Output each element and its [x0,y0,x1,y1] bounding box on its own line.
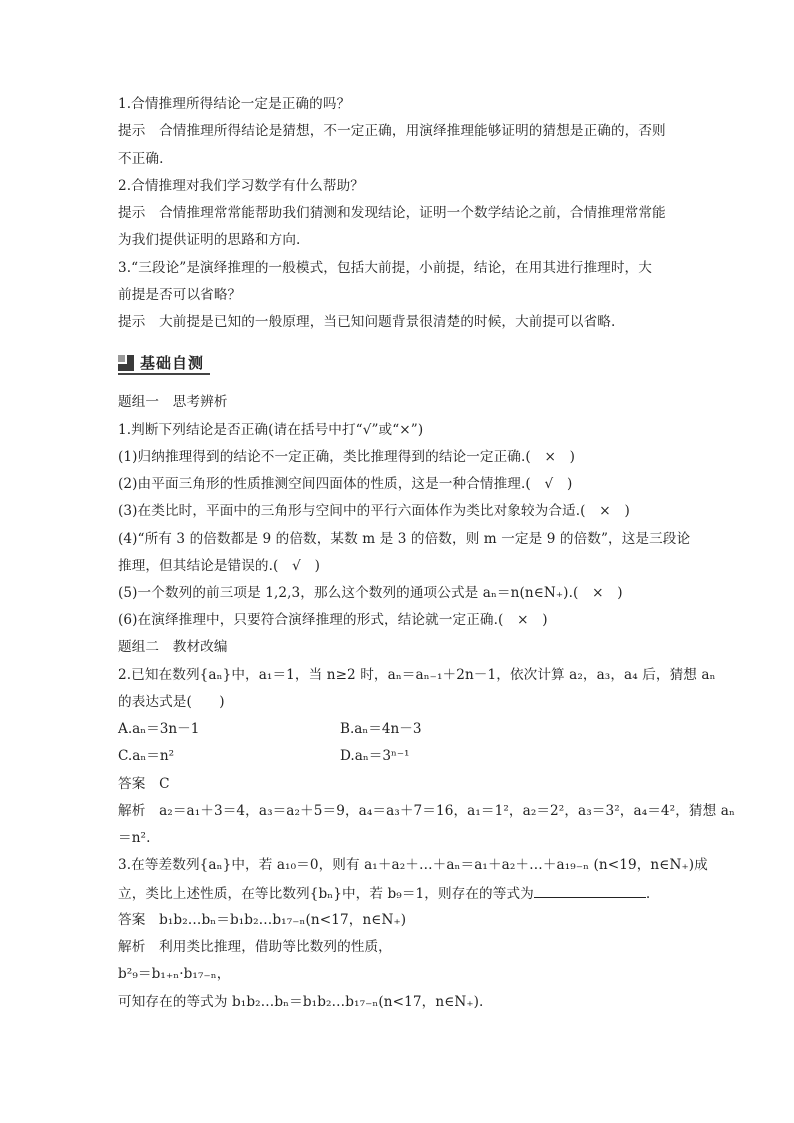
section-square-icon [118,355,134,371]
judge-item: (1)归纳推理得到的结论不一定正确，类比推理得到的结论一定正确.( × ) [118,449,576,465]
hint-2-line-2: 为我们提供证明的思路和方向. [118,232,301,248]
question-3-line-2: 前提是否可以省略？ [118,287,242,303]
judge-item: 推理，但其结论是错误的.( √ ) [118,558,321,574]
explanation-3-line-3: 可知存在的等式为 b₁b₂…bₙ＝b₁b₂…b₁₇₋ₙ(n<17，n∈N₊). [118,994,484,1010]
hint-1-line-1: 提示 合情推理所得结论是猜想，不一定正确，用演绎推理能够证明的猜想是正确的，否则 [118,123,666,139]
group-2-title: 题组二 教材改编 [118,639,228,655]
explanation-3-line-1: 解析 利用类比推理，借助等比数列的性质， [118,939,392,955]
section-header [118,352,204,373]
hint-1-line-2: 不正确. [118,151,164,167]
judge-item: (3)在类比时，平面中的三角形与空间中的平行六面体作为类比对象较为合适.( × ) [118,503,630,519]
question-1: 1.合情推理所得结论一定是正确的吗？ [118,96,351,112]
hint-3: 提示 大前提是已知的一般原理，当已知问题背景很清楚的时候，大前提可以省略. [118,314,616,330]
question-3-line-2 [118,883,678,904]
question-2-line-2: 的表达式是( ) [118,694,225,710]
question-2: 2.合情推理对我们学习数学有什么帮助？ [118,178,364,194]
option-b: B.aₙ＝4n－3 [340,721,422,737]
judge-item: (4)“所有 3 的倍数都是 9 的倍数，某数 m 是 3 的倍数，则 m 一定是 9 的倍数”，这是三段论 [118,531,691,547]
question-2-line-1: 2.已知在数列{aₙ}中，a₁＝1，当 n≥2 时，aₙ＝aₙ₋₁＋2n－1，依次计算 a₂，a₃，a₄ 后，猜想 aₙ [118,667,716,683]
explanation-2-line-2: ＝n². [118,830,151,846]
judge-item: (5)一个数列的前三项是 1,2,3，那么这个数列的通项公式是 aₙ＝n(n∈N₊).( × ) [118,585,623,601]
group-1-title: 题组一 思考辨析 [118,394,228,410]
option-a: A.aₙ＝3n－1 [118,721,200,737]
judge-item: (2)由平面三角形的性质推测空间四面体的性质，这是一种合情推理.( √ ) [118,476,573,492]
judge-item: (6)在演绎推理中，只要符合演绎推理的形式，结论就一定正确.( × ) [118,612,548,628]
question-3-text: 立，类比上述性质，在等比数列{bₙ}中，若 b₉＝1，则存在的等式为 [118,886,534,902]
question-3-period: . [645,886,651,902]
question-3-line-1: 3.在等差数列{aₙ}中，若 a₁₀＝0，则有 a₁＋a₂＋…＋aₙ＝a₁＋a₂＋…＋a₁₉₋ₙ (n<19，n∈N₊)成 [118,857,708,873]
section-title: 基础自测 [140,354,205,372]
explanation-3-line-2: b²₉＝b₁₊ₙ·b₁₇₋ₙ， [118,966,231,982]
section-underline [118,373,210,375]
explanation-2-line-1: 解析 a₂＝a₁＋3＝4，a₃＝a₂＋5＝9，a₄＝a₃＋7＝16，a₁＝1²，a₂＝2²，a₃＝3²，a₄＝4²，猜想 aₙ [118,803,735,819]
option-d: D.aₙ＝3ⁿ⁻¹ [340,748,410,764]
answer-3: 答案 b₁b₂…bₙ＝b₁b₂…b₁₇₋ₙ(n<17，n∈N₊) [118,912,407,928]
answer-blank [534,883,646,898]
question-3-line-1: 3.“三段论”是演绎推理的一般模式，包括大前提，小前提，结论，在用其进行推理时，大 [118,260,652,276]
judge-question-intro: 1.判断下列结论是否正确(请在括号中打“√”或“×”) [118,422,424,438]
answer-2: 答案 C [118,776,170,792]
option-c: C.aₙ＝n² [118,748,175,764]
hint-2-line-1: 提示 合情推理常常能帮助我们猜测和发现结论，证明一个数学结论之前，合情推理常常能 [118,205,666,221]
